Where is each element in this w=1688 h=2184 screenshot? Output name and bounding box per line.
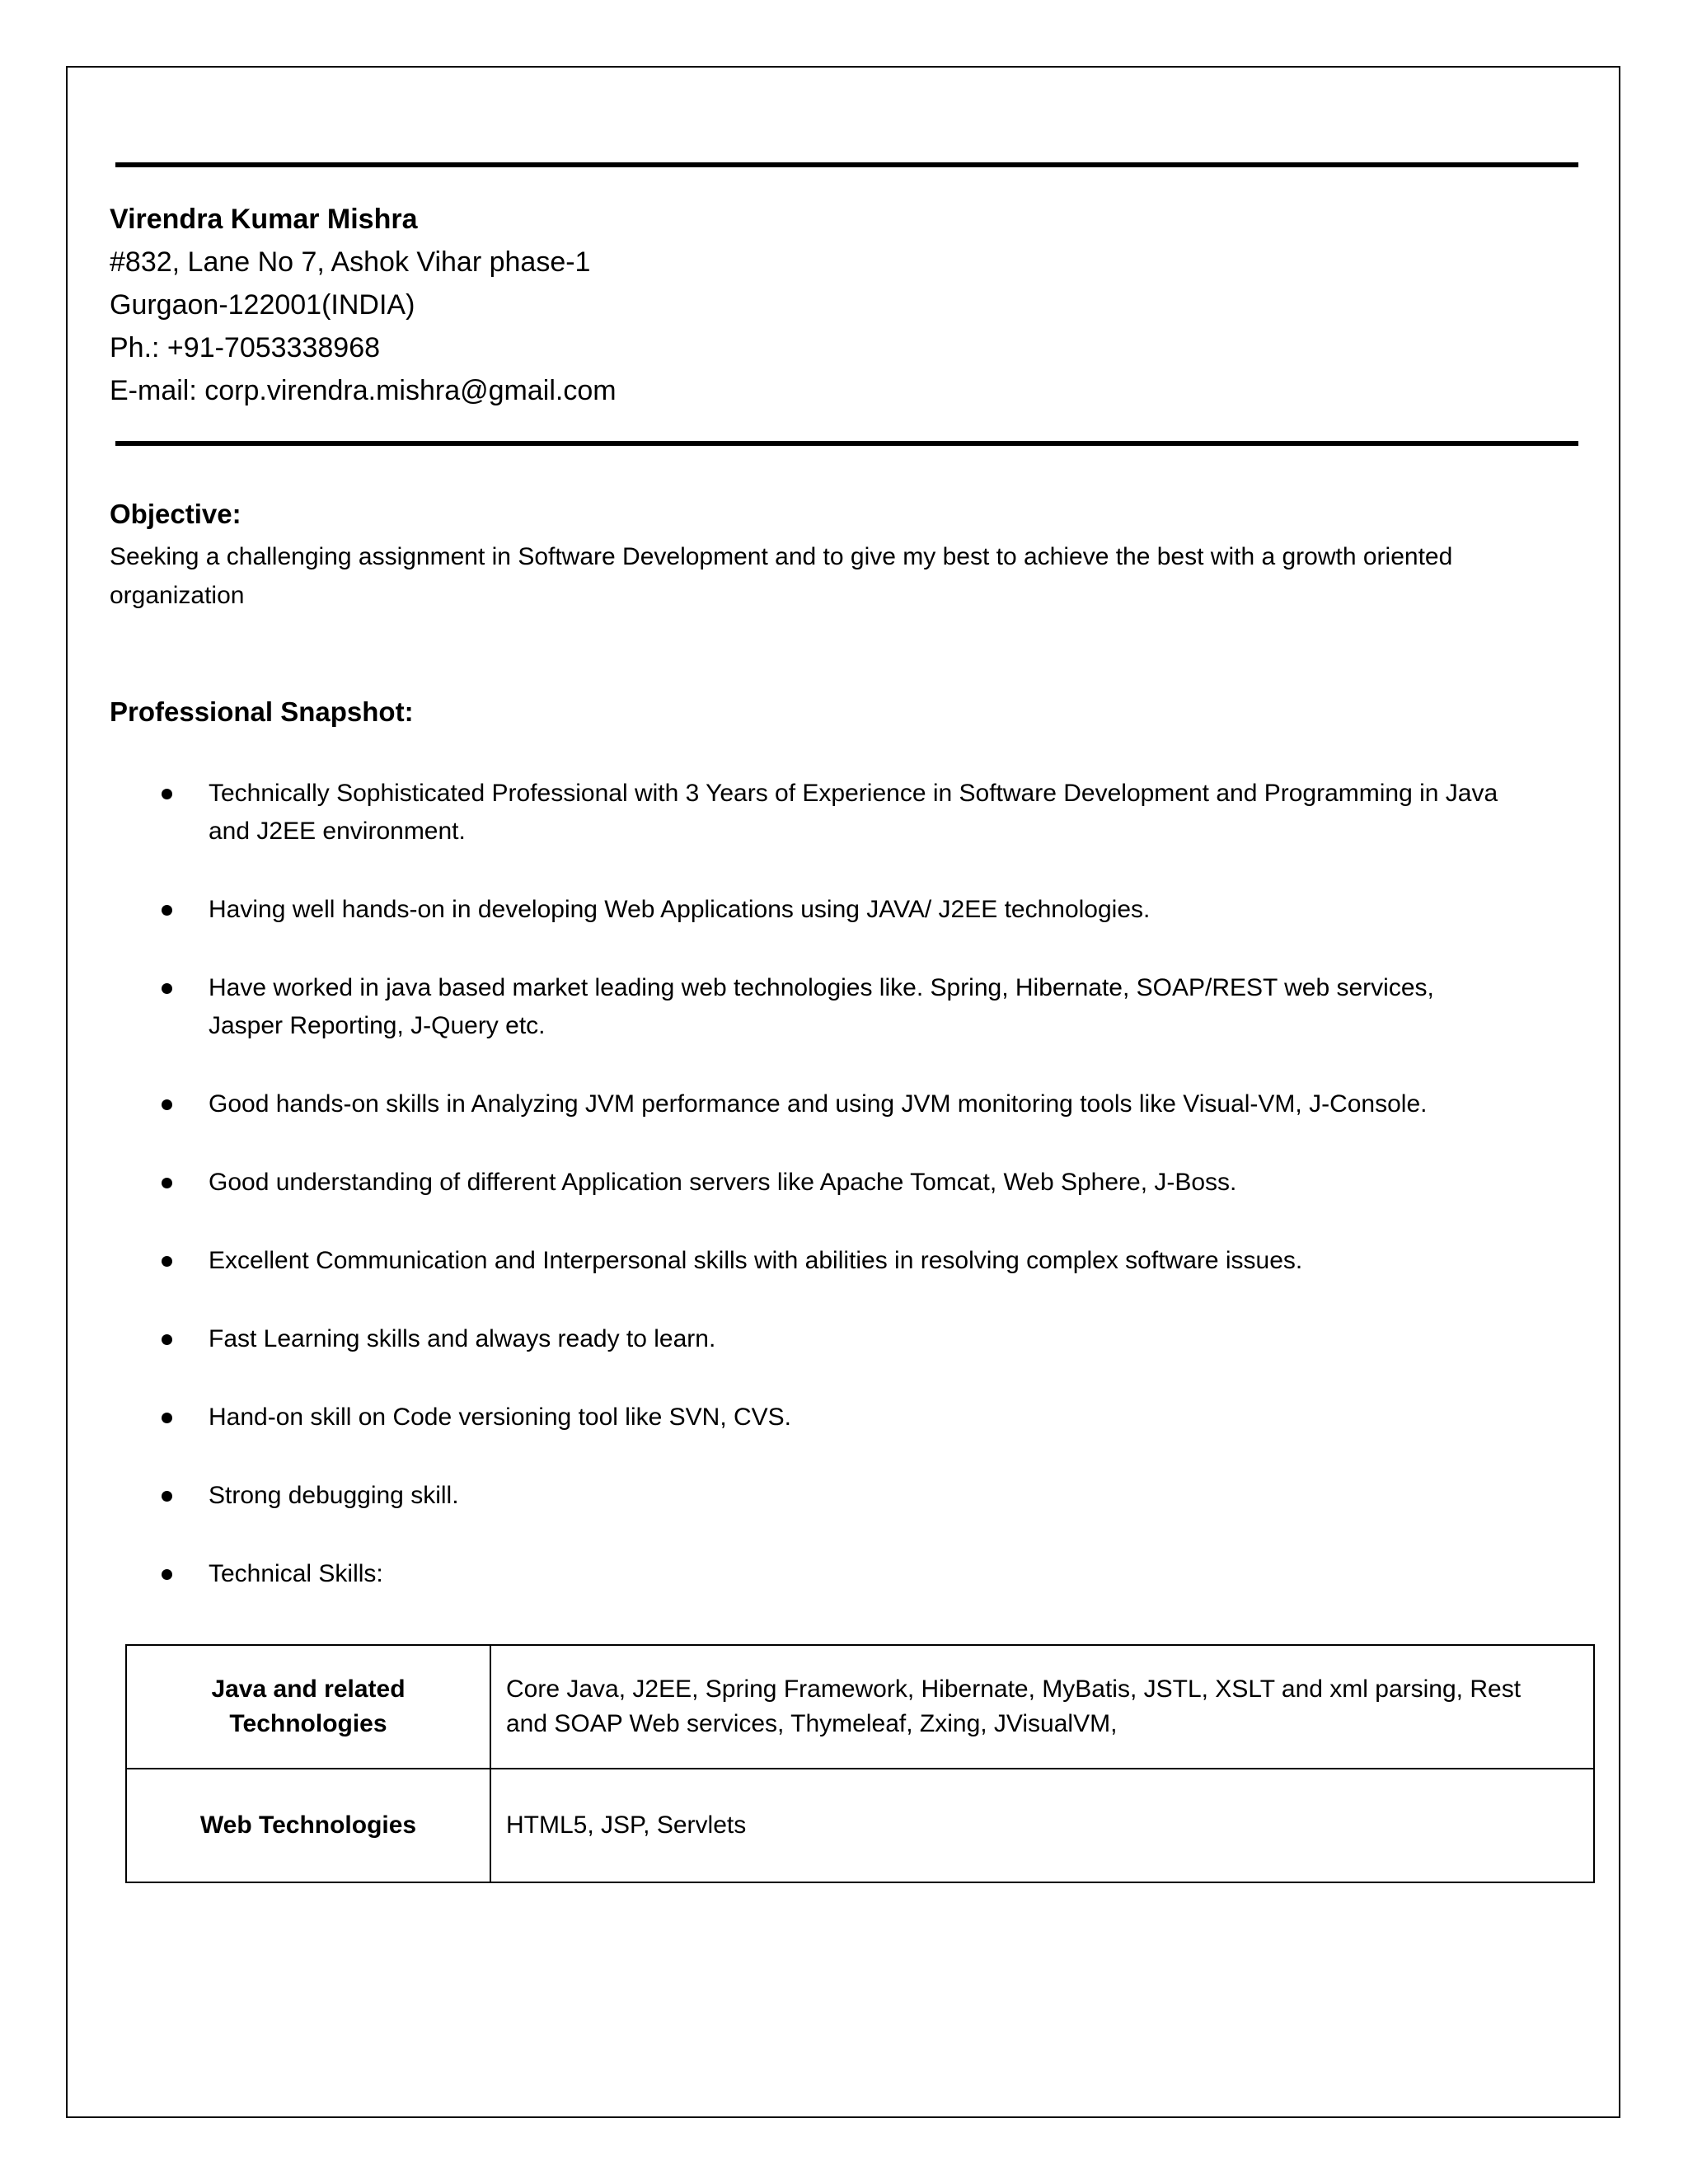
list-item [110, 1555, 1511, 1593]
list-item-text: Strong debugging skill. [209, 1482, 459, 1509]
list-item-text: Technical Skills: [209, 1560, 383, 1587]
list-item-text: Good hands-on skills in Analyzing JVM performance and using JVM monitoring tools like Visual-VM, J-Console. [209, 1090, 1428, 1118]
skill-values-cell: Core Java, J2EE, Spring Framework, Hibernate, MyBatis, JSTL, XSLT and xml parsing, Rest and SOAP Web services, Thymeleaf, Zxing, JVisualVM, [490, 1645, 1594, 1769]
header-bottom-rule [115, 441, 1578, 446]
skill-category-cell: Web Technologies [126, 1769, 490, 1882]
address-line-1: #832, Lane No 7, Ashok Vihar phase-1 [110, 246, 591, 278]
bullet-icon [162, 1491, 172, 1502]
list-item [110, 969, 1511, 1045]
bullet-icon [162, 1334, 172, 1345]
phone: Ph.: +91-7053338968 [110, 332, 381, 363]
table-row [126, 1769, 1594, 1882]
list-item [110, 1320, 1511, 1358]
list-item-text: Having well hands-on in developing Web Applications using JAVA/ J2EE technologies. [209, 896, 1151, 923]
list-item [110, 1242, 1511, 1280]
list-item-text: Fast Learning skills and always ready to learn. [209, 1325, 716, 1352]
list-item [110, 1164, 1511, 1202]
list-item [110, 891, 1511, 929]
header-top-rule [115, 162, 1578, 167]
list-item [110, 1477, 1511, 1515]
address-line-2: Gurgaon-122001(INDIA) [110, 289, 415, 321]
candidate-name: Virendra Kumar Mishra [110, 204, 418, 235]
list-item [110, 1085, 1511, 1123]
contact-block [110, 198, 617, 412]
skill-category-cell: Java and related Technologies [126, 1645, 490, 1769]
bullet-icon [162, 1413, 172, 1423]
technical-skills-table [125, 1644, 1595, 1883]
bullet-icon [162, 1099, 172, 1110]
list-item-text: Hand-on skill on Code versioning tool like SVN, CVS. [209, 1404, 792, 1431]
list-item [110, 775, 1511, 851]
email: E-mail: corp.virendra.mishra@gmail.com [110, 375, 617, 406]
list-item-text: Have worked in java based market leading web technologies like. Spring, Hibernate, SOAP/REST web services, Jasper Reporting, J-Query etc. [209, 974, 1434, 1039]
list-item-text: Good understanding of different Application servers like Apache Tomcat, Web Sphere, J-Boss. [209, 1169, 1237, 1196]
bullet-icon [162, 1178, 172, 1188]
bullet-icon [162, 1256, 172, 1267]
table-row [126, 1645, 1594, 1769]
list-item-text: Excellent Communication and Interpersonal skills with abilities in resolving complex software issues. [209, 1247, 1303, 1274]
objective-text: Seeking a challenging assignment in Software Development and to give my best to achieve the best with a growth oriented organization [110, 543, 1453, 609]
bullet-icon [162, 983, 172, 994]
snapshot-list [110, 775, 1511, 1633]
snapshot-heading: Professional Snapshot: [110, 696, 414, 727]
skill-values-cell: HTML5, JSP, Servlets [490, 1769, 1594, 1882]
bullet-icon [162, 1569, 172, 1580]
bullet-icon [162, 789, 172, 799]
list-item-text: Technically Sophisticated Professional with 3 Years of Experience in Software Development and Programming in Java and J2EE environment. [209, 780, 1498, 845]
bullet-icon [162, 905, 172, 916]
list-item [110, 1399, 1511, 1436]
objective-heading: Objective: [110, 499, 241, 529]
